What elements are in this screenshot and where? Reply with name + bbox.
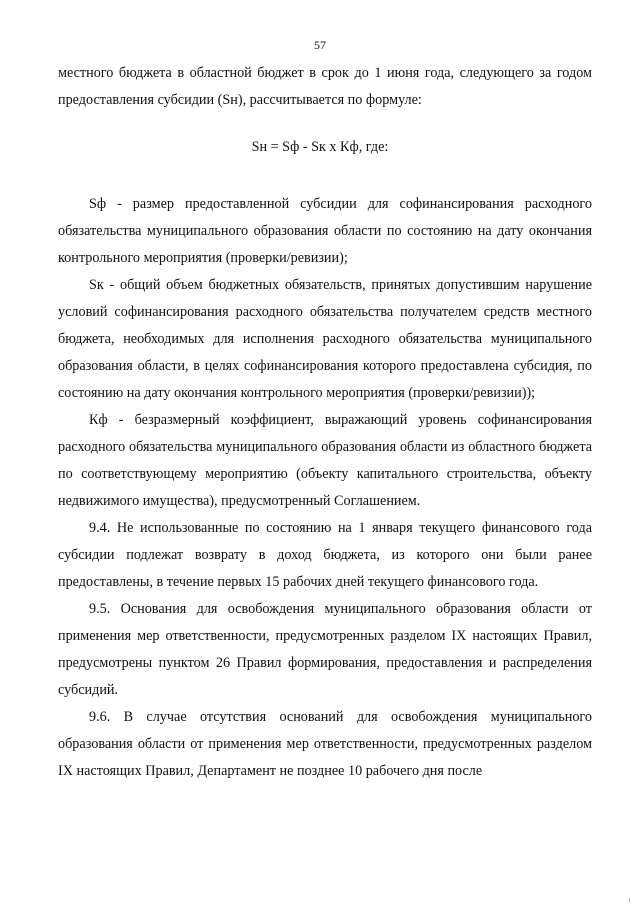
- paragraph-kf: Кф - безразмерный коэффициент, выражающий уровень софинансирования расходного обязательства муниципального образования области из областного бюджета по соответствующему мероприятию (объекту капитального строительства, объекту недвижимого имущества), предусмотренный Соглашением.: [58, 412, 592, 509]
- paragraph-9-6: 9.6. В случае отсутствия оснований для освобождения муниципального образования области от применения мер ответственности, предусмотренных разделом IX настоящих Правил, Департамент не позднее 10 рабочего дня после: [58, 709, 592, 779]
- paragraph-9-4: 9.4. Не использованные по состоянию на 1 января текущего финансового года субсидии подлежат возврату в доход бюджета, из которого они были ранее предоставлены, в течение первых 15 рабочих дней текущего финансового года.: [58, 520, 592, 590]
- page-number: 57: [314, 38, 326, 52]
- paragraph-sf: Sф - размер предоставленной субсидии для софинансирования расходного обязательства муниципального образования области по состоянию на дату окончания контрольного мероприятия (проверки/ревизии);: [58, 196, 592, 266]
- scan-edge-mark: [629, 898, 630, 903]
- paragraph-sk: Sк - общий объем бюджетных обязательств, принятых допустившим нарушение условий софинансирования расходного обязательства получателем средств местного бюджета, необходимых для исполнения расходного обязательства муниципального образования области, в целях софинансирования которого предоставлена субсидия, по состоянию на дату окончания контрольного мероприятия (проверки/ревизии));: [58, 277, 592, 401]
- paragraph-9-5: 9.5. Основания для освобождения муниципального образования области от применения мер ответственности, предусмотренных разделом IX настоящих Правил, предусмотрены пунктом 26 Правил формирования, предоставления и распределения субсидий.: [58, 601, 592, 698]
- intro-paragraph: [58, 60, 592, 114]
- formula: Sн = Sф - Sк x Кф, где:: [251, 139, 389, 155]
- body-paragraphs: [58, 191, 592, 785]
- intro-text: местного бюджета в областной бюджет в срок до 1 июня года, следующего за годом предоставления субсидии (Sн), рассчитывается по формуле:: [58, 65, 592, 108]
